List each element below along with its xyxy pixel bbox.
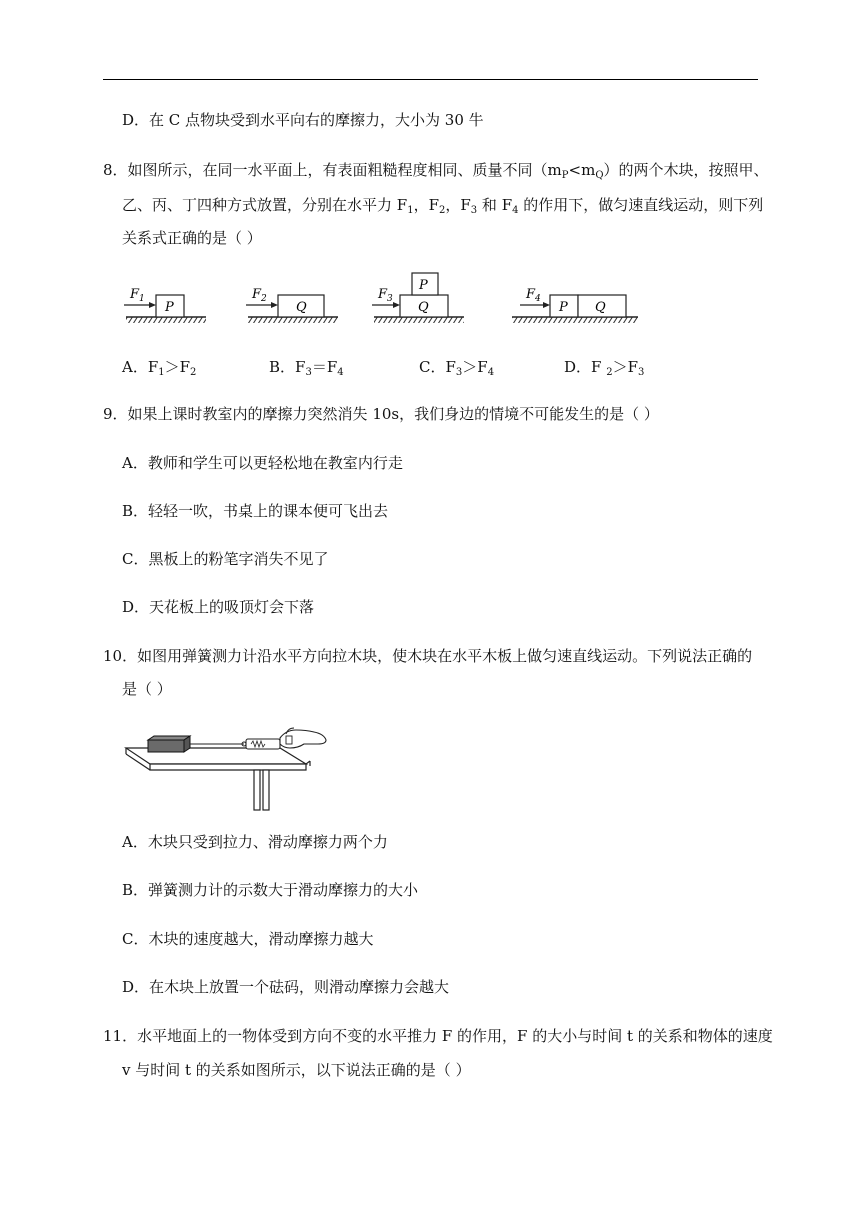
q9-stem: 9．如果上课时教室内的摩擦力突然消失 10s，我们身边的情境不可能发生的是（ ）: [103, 405, 659, 423]
figure-case-3: [372, 273, 464, 323]
q10-figure: [120, 714, 332, 812]
figure-case-2: [246, 287, 338, 323]
svg-text:P: P: [559, 300, 568, 315]
q10-option-c: C．木块的速度越大，滑动摩擦力越大: [122, 930, 374, 948]
svg-text:4: 4: [535, 294, 541, 304]
svg-text:F: F: [378, 287, 388, 302]
q9-option-a: A．教师和学生可以更轻松地在教室内行走: [122, 454, 403, 472]
q8-stem-line3: 关系式正确的是（ ）: [122, 229, 262, 247]
svg-text:P: P: [165, 300, 174, 315]
q8-option-b: B．$F_3=F_4$: [269, 358, 344, 378]
wood-block: [148, 740, 184, 752]
q9-option-c: C．黑板上的粉笔字消失不见了: [122, 550, 329, 568]
q9-option-b: B．轻轻一吹，书桌上的课本便可飞出去: [122, 502, 389, 520]
q11-stem-line2: v 与时间 t 的关系如图所示，以下说法正确的是（ ）: [122, 1061, 471, 1079]
q8-option-a: A．$F_1>F_2$: [122, 358, 197, 378]
q8-option-c: C．$F_3>F_4$: [419, 358, 495, 378]
svg-text:3: 3: [387, 294, 393, 304]
q10-option-a: A．木块只受到拉力、滑动摩擦力两个力: [122, 833, 388, 851]
svg-text:F: F: [130, 287, 140, 302]
svg-text:Q: Q: [296, 300, 307, 315]
q10-option-b: B．弹簧测力计的示数大于滑动摩擦力的大小: [122, 881, 419, 899]
header-rule: [103, 79, 758, 80]
q8-stem-line1: 8．如图所示，在同一水平面上，有表面粗糙程度相同、质量不同$(m_P<m_Q)$的两个木块，按照甲、: [103, 161, 769, 181]
figure-case-4: [512, 287, 638, 323]
q9-option-d: D．天花板上的吸顶灯会下落: [122, 598, 315, 616]
svg-text:F: F: [526, 287, 536, 302]
figure-case-1: [124, 287, 206, 323]
q8-stem-line2: 乙、丙、丁四种方式放置，分别在水平力 $F_1$，$F_2$，$F_3$ 和 $F_4$ 的作用下，做匀速直线运动，则下列: [122, 196, 764, 216]
q10-stem-line1: 10．如图用弹簧测力计沿水平方向拉木块，使木块在水平木板上做匀速直线运动。下列说法正确的: [103, 647, 753, 665]
q10-option-d: D．在木块上放置一个砝码，则滑动摩擦力会越大: [122, 978, 450, 996]
svg-text:P: P: [419, 278, 428, 293]
svg-text:1: 1: [139, 294, 145, 304]
q11-stem-line1: 11．水平地面上的一物体受到方向不变的水平推力 F 的作用，F 的大小与时间 t 的关系和物体的速度: [103, 1027, 773, 1045]
svg-text:Q: Q: [595, 300, 606, 315]
q7-option-d: D．在 C 点物块受到水平向右的摩擦力，大小为 30 牛: [122, 111, 484, 129]
q8-option-d: D．F $_2>F_3$: [564, 358, 645, 378]
svg-text:Q: Q: [418, 300, 429, 315]
q8-figure: [118, 268, 648, 330]
q10-stem-line2: 是（ ）: [122, 680, 172, 698]
svg-text:2: 2: [261, 294, 267, 304]
svg-text:F: F: [252, 287, 262, 302]
